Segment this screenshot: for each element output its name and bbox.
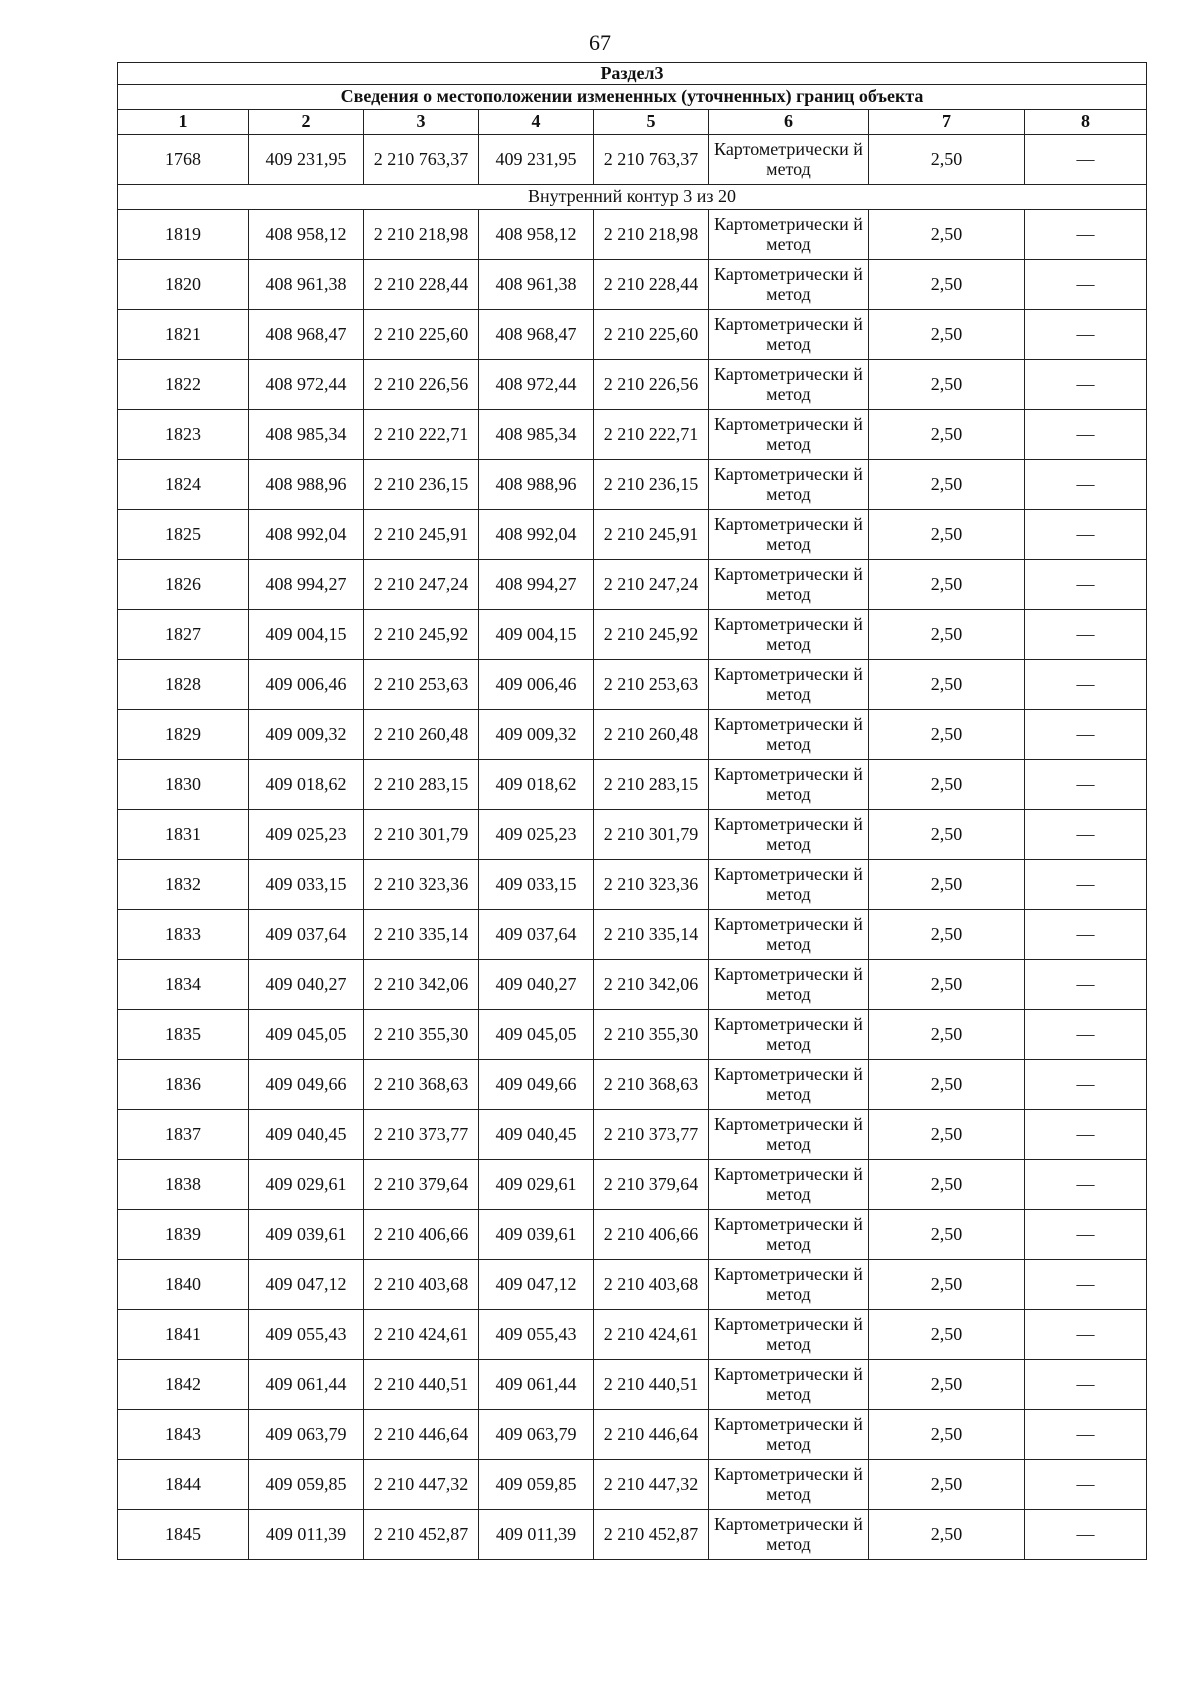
cell-description: — <box>1025 134 1147 184</box>
cell-accuracy: 2,50 <box>869 209 1025 259</box>
cell-accuracy: 2,50 <box>869 1059 1025 1109</box>
cell-accuracy: 2,50 <box>869 659 1025 709</box>
point-number: 1829 <box>118 709 249 759</box>
cell-y-refined: 2 210 446,64 <box>594 1409 709 1459</box>
cell-y-refined: 2 210 228,44 <box>594 259 709 309</box>
cell-y-existing: 2 210 222,71 <box>364 409 479 459</box>
cell-x-refined: 408 972,44 <box>479 359 594 409</box>
table-row <box>118 1009 1147 1059</box>
cell-x-existing: 409 055,43 <box>249 1309 364 1359</box>
point-number: 1833 <box>118 909 249 959</box>
cell-accuracy: 2,50 <box>869 134 1025 184</box>
cell-method: Картометрически й метод <box>709 134 869 184</box>
cell-y-existing: 2 210 452,87 <box>364 1509 479 1559</box>
table-row <box>118 859 1147 909</box>
point-number: 1834 <box>118 959 249 1009</box>
table-row <box>118 1359 1147 1409</box>
cell-x-existing: 409 059,85 <box>249 1459 364 1509</box>
cell-y-existing: 2 210 226,56 <box>364 359 479 409</box>
cell-x-existing: 409 011,39 <box>249 1509 364 1559</box>
point-number: 1843 <box>118 1409 249 1459</box>
cell-description: — <box>1025 559 1147 609</box>
cell-y-existing: 2 210 228,44 <box>364 259 479 309</box>
cell-y-existing: 2 210 447,32 <box>364 1459 479 1509</box>
point-number: 1839 <box>118 1209 249 1259</box>
table-row <box>118 1409 1147 1459</box>
point-number: 1837 <box>118 1109 249 1159</box>
cell-method: Картометрически й метод <box>709 609 869 659</box>
cell-description: — <box>1025 1359 1147 1409</box>
cell-description: — <box>1025 709 1147 759</box>
cell-x-refined: 409 063,79 <box>479 1409 594 1459</box>
cell-accuracy: 2,50 <box>869 1009 1025 1059</box>
cell-accuracy: 2,50 <box>869 1509 1025 1559</box>
table-title: Сведения о местоположении измененных (уточненных) границ объекта <box>118 84 1147 109</box>
cell-y-refined: 2 210 323,36 <box>594 859 709 909</box>
table-row <box>118 134 1147 184</box>
table-row <box>118 359 1147 409</box>
cell-method: Картометрически й метод <box>709 259 869 309</box>
cell-description: — <box>1025 1459 1147 1509</box>
table-row <box>118 1459 1147 1509</box>
cell-x-existing: 409 009,32 <box>249 709 364 759</box>
cell-description: — <box>1025 959 1147 1009</box>
cell-y-refined: 2 210 373,77 <box>594 1109 709 1159</box>
cell-description: — <box>1025 309 1147 359</box>
cell-y-existing: 2 210 373,77 <box>364 1109 479 1159</box>
table-row <box>118 1159 1147 1209</box>
cell-accuracy: 2,50 <box>869 709 1025 759</box>
cell-x-refined: 409 029,61 <box>479 1159 594 1209</box>
cell-y-existing: 2 210 440,51 <box>364 1359 479 1409</box>
cell-x-refined: 409 011,39 <box>479 1509 594 1559</box>
cell-y-refined: 2 210 447,32 <box>594 1459 709 1509</box>
cell-x-refined: 409 040,45 <box>479 1109 594 1159</box>
table-row <box>118 759 1147 809</box>
cell-description: — <box>1025 809 1147 859</box>
cell-x-existing: 408 958,12 <box>249 209 364 259</box>
cell-description: — <box>1025 1259 1147 1309</box>
cell-y-existing: 2 210 323,36 <box>364 859 479 909</box>
cell-x-existing: 409 029,61 <box>249 1159 364 1209</box>
cell-y-existing: 2 210 403,68 <box>364 1259 479 1309</box>
cell-accuracy: 2,50 <box>869 1409 1025 1459</box>
cell-description: — <box>1025 759 1147 809</box>
cell-y-refined: 2 210 247,24 <box>594 559 709 609</box>
cell-description: — <box>1025 909 1147 959</box>
cell-method: Картометрически й метод <box>709 859 869 909</box>
cell-y-refined: 2 210 283,15 <box>594 759 709 809</box>
cell-method: Картометрически й метод <box>709 559 869 609</box>
cell-x-refined: 408 994,27 <box>479 559 594 609</box>
cell-method: Картометрически й метод <box>709 1059 869 1109</box>
cell-y-existing: 2 210 763,37 <box>364 134 479 184</box>
column-header: 2 <box>249 109 364 134</box>
cell-x-refined: 409 059,85 <box>479 1459 594 1509</box>
point-number: 1835 <box>118 1009 249 1059</box>
cell-x-existing: 409 061,44 <box>249 1359 364 1409</box>
cell-accuracy: 2,50 <box>869 959 1025 1009</box>
table-row <box>118 1059 1147 1109</box>
table-row <box>118 909 1147 959</box>
cell-y-refined: 2 210 403,68 <box>594 1259 709 1309</box>
cell-x-refined: 409 009,32 <box>479 709 594 759</box>
table-row <box>118 259 1147 309</box>
table-row <box>118 709 1147 759</box>
cell-y-refined: 2 210 335,14 <box>594 909 709 959</box>
cell-y-existing: 2 210 446,64 <box>364 1409 479 1459</box>
cell-y-existing: 2 210 379,64 <box>364 1159 479 1209</box>
cell-y-existing: 2 210 335,14 <box>364 909 479 959</box>
cell-x-existing: 408 988,96 <box>249 459 364 509</box>
cell-description: — <box>1025 659 1147 709</box>
table-row <box>118 1309 1147 1359</box>
cell-method: Картометрически й метод <box>709 1259 869 1309</box>
cell-y-refined: 2 210 379,64 <box>594 1159 709 1209</box>
cell-x-existing: 408 985,34 <box>249 409 364 459</box>
cell-x-existing: 408 961,38 <box>249 259 364 309</box>
cell-method: Картометрически й метод <box>709 1159 869 1209</box>
cell-y-refined: 2 210 236,15 <box>594 459 709 509</box>
table-row <box>118 609 1147 659</box>
column-header-row <box>118 109 1147 134</box>
cell-accuracy: 2,50 <box>869 909 1025 959</box>
cell-y-refined: 2 210 225,60 <box>594 309 709 359</box>
cell-description: — <box>1025 459 1147 509</box>
point-number: 1845 <box>118 1509 249 1559</box>
cell-y-existing: 2 210 342,06 <box>364 959 479 1009</box>
cell-x-refined: 409 040,27 <box>479 959 594 1009</box>
cell-x-refined: 408 985,34 <box>479 409 594 459</box>
cell-description: — <box>1025 609 1147 659</box>
point-number: 1768 <box>118 134 249 184</box>
point-number: 1830 <box>118 759 249 809</box>
cell-method: Картометрически й метод <box>709 209 869 259</box>
cell-y-existing: 2 210 236,15 <box>364 459 479 509</box>
cell-accuracy: 2,50 <box>869 1359 1025 1409</box>
cell-accuracy: 2,50 <box>869 1309 1025 1359</box>
table-row <box>118 959 1147 1009</box>
cell-x-existing: 408 968,47 <box>249 309 364 359</box>
cell-y-existing: 2 210 355,30 <box>364 1009 479 1059</box>
contour-label: Внутренний контур 3 из 20 <box>118 184 1147 209</box>
cell-x-refined: 409 055,43 <box>479 1309 594 1359</box>
cell-x-refined: 408 961,38 <box>479 259 594 309</box>
cell-x-refined: 408 988,96 <box>479 459 594 509</box>
cell-x-existing: 409 049,66 <box>249 1059 364 1109</box>
cell-method: Картометрически й метод <box>709 409 869 459</box>
column-header: 3 <box>364 109 479 134</box>
cell-accuracy: 2,50 <box>869 409 1025 459</box>
cell-x-existing: 409 025,23 <box>249 809 364 859</box>
cell-x-refined: 409 045,05 <box>479 1009 594 1059</box>
cell-x-existing: 409 004,15 <box>249 609 364 659</box>
table-row <box>118 459 1147 509</box>
cell-method: Картометрически й метод <box>709 1459 869 1509</box>
cell-x-refined: 409 061,44 <box>479 1359 594 1409</box>
cell-description: — <box>1025 1509 1147 1559</box>
table-row <box>118 1109 1147 1159</box>
point-number: 1819 <box>118 209 249 259</box>
cell-y-existing: 2 210 424,61 <box>364 1309 479 1359</box>
point-number: 1831 <box>118 809 249 859</box>
point-number: 1820 <box>118 259 249 309</box>
cell-x-existing: 409 039,61 <box>249 1209 364 1259</box>
cell-y-refined: 2 210 440,51 <box>594 1359 709 1409</box>
cell-y-refined: 2 210 245,92 <box>594 609 709 659</box>
point-number: 1826 <box>118 559 249 609</box>
cell-description: — <box>1025 1409 1147 1459</box>
table-row <box>118 509 1147 559</box>
cell-x-refined: 409 025,23 <box>479 809 594 859</box>
cell-accuracy: 2,50 <box>869 1109 1025 1159</box>
table-row <box>118 809 1147 859</box>
cell-y-refined: 2 210 342,06 <box>594 959 709 1009</box>
cell-method: Картометрически й метод <box>709 659 869 709</box>
table-row <box>118 659 1147 709</box>
cell-x-existing: 409 006,46 <box>249 659 364 709</box>
page-number: 67 <box>589 30 611 55</box>
cell-description: — <box>1025 509 1147 559</box>
point-number: 1823 <box>118 409 249 459</box>
cell-x-refined: 409 006,46 <box>479 659 594 709</box>
cell-method: Картометрически й метод <box>709 359 869 409</box>
cell-accuracy: 2,50 <box>869 759 1025 809</box>
column-header: 4 <box>479 109 594 134</box>
cell-description: — <box>1025 1159 1147 1209</box>
cell-accuracy: 2,50 <box>869 309 1025 359</box>
point-number: 1838 <box>118 1159 249 1209</box>
cell-y-existing: 2 210 260,48 <box>364 709 479 759</box>
point-number: 1840 <box>118 1259 249 1309</box>
cell-y-existing: 2 210 253,63 <box>364 659 479 709</box>
cell-accuracy: 2,50 <box>869 509 1025 559</box>
cell-x-existing: 409 040,27 <box>249 959 364 1009</box>
table-row <box>118 209 1147 259</box>
cell-x-refined: 409 018,62 <box>479 759 594 809</box>
cell-method: Картометрически й метод <box>709 959 869 1009</box>
cell-method: Картометрически й метод <box>709 909 869 959</box>
column-header: 1 <box>118 109 249 134</box>
cell-y-existing: 2 210 225,60 <box>364 309 479 359</box>
contour-row <box>118 184 1147 209</box>
cell-accuracy: 2,50 <box>869 859 1025 909</box>
cell-y-refined: 2 210 301,79 <box>594 809 709 859</box>
cell-x-refined: 408 958,12 <box>479 209 594 259</box>
cell-y-existing: 2 210 301,79 <box>364 809 479 859</box>
cell-x-existing: 409 047,12 <box>249 1259 364 1309</box>
cell-x-refined: 409 231,95 <box>479 134 594 184</box>
cell-y-refined: 2 210 260,48 <box>594 709 709 759</box>
boundary-coordinates-table <box>117 62 1147 1560</box>
table-row <box>118 559 1147 609</box>
cell-y-refined: 2 210 368,63 <box>594 1059 709 1109</box>
cell-y-refined: 2 210 406,66 <box>594 1209 709 1259</box>
cell-description: — <box>1025 1309 1147 1359</box>
cell-description: — <box>1025 1109 1147 1159</box>
cell-x-existing: 409 033,15 <box>249 859 364 909</box>
cell-x-existing: 409 018,62 <box>249 759 364 809</box>
cell-y-refined: 2 210 222,71 <box>594 409 709 459</box>
cell-accuracy: 2,50 <box>869 609 1025 659</box>
cell-accuracy: 2,50 <box>869 1159 1025 1209</box>
cell-method: Картометрически й метод <box>709 1359 869 1409</box>
cell-y-existing: 2 210 245,92 <box>364 609 479 659</box>
cell-x-existing: 409 045,05 <box>249 1009 364 1059</box>
cell-x-refined: 409 033,15 <box>479 859 594 909</box>
cell-x-refined: 408 968,47 <box>479 309 594 359</box>
cell-x-existing: 408 994,27 <box>249 559 364 609</box>
cell-x-existing: 409 063,79 <box>249 1409 364 1459</box>
cell-method: Картометрически й метод <box>709 1009 869 1059</box>
cell-x-existing: 409 037,64 <box>249 909 364 959</box>
cell-description: — <box>1025 1059 1147 1109</box>
cell-method: Картометрически й метод <box>709 309 869 359</box>
cell-x-refined: 409 037,64 <box>479 909 594 959</box>
point-number: 1841 <box>118 1309 249 1359</box>
cell-description: — <box>1025 859 1147 909</box>
cell-description: — <box>1025 409 1147 459</box>
cell-accuracy: 2,50 <box>869 259 1025 309</box>
cell-x-refined: 409 039,61 <box>479 1209 594 1259</box>
point-number: 1832 <box>118 859 249 909</box>
cell-method: Картометрически й метод <box>709 1209 869 1259</box>
cell-x-existing: 409 231,95 <box>249 134 364 184</box>
cell-method: Картометрически й метод <box>709 1409 869 1459</box>
column-header: 6 <box>709 109 869 134</box>
table-row <box>118 1209 1147 1259</box>
cell-method: Картометрически й метод <box>709 759 869 809</box>
point-number: 1844 <box>118 1459 249 1509</box>
point-number: 1828 <box>118 659 249 709</box>
cell-description: — <box>1025 1009 1147 1059</box>
column-header: 7 <box>869 109 1025 134</box>
cell-y-existing: 2 210 245,91 <box>364 509 479 559</box>
cell-y-refined: 2 210 253,63 <box>594 659 709 709</box>
table-row <box>118 409 1147 459</box>
cell-x-existing: 409 040,45 <box>249 1109 364 1159</box>
cell-y-existing: 2 210 406,66 <box>364 1209 479 1259</box>
table-row <box>118 309 1147 359</box>
cell-y-existing: 2 210 283,15 <box>364 759 479 809</box>
cell-accuracy: 2,50 <box>869 359 1025 409</box>
cell-method: Картометрически й метод <box>709 809 869 859</box>
cell-x-refined: 409 049,66 <box>479 1059 594 1109</box>
cell-description: — <box>1025 359 1147 409</box>
point-number: 1827 <box>118 609 249 659</box>
section-title: Раздел3 <box>118 63 1147 85</box>
cell-y-refined: 2 210 226,56 <box>594 359 709 409</box>
cell-y-refined: 2 210 763,37 <box>594 134 709 184</box>
point-number: 1821 <box>118 309 249 359</box>
cell-method: Картометрически й метод <box>709 459 869 509</box>
table-row <box>118 1259 1147 1309</box>
cell-x-existing: 408 992,04 <box>249 509 364 559</box>
cell-accuracy: 2,50 <box>869 809 1025 859</box>
cell-x-refined: 409 047,12 <box>479 1259 594 1309</box>
column-header: 5 <box>594 109 709 134</box>
cell-method: Картометрически й метод <box>709 1309 869 1359</box>
cell-method: Картометрически й метод <box>709 1509 869 1559</box>
cell-y-existing: 2 210 247,24 <box>364 559 479 609</box>
cell-y-refined: 2 210 245,91 <box>594 509 709 559</box>
cell-x-existing: 408 972,44 <box>249 359 364 409</box>
table-row <box>118 1509 1147 1559</box>
cell-y-existing: 2 210 218,98 <box>364 209 479 259</box>
cell-y-refined: 2 210 452,87 <box>594 1509 709 1559</box>
cell-y-existing: 2 210 368,63 <box>364 1059 479 1109</box>
cell-x-refined: 408 992,04 <box>479 509 594 559</box>
cell-method: Картометрически й метод <box>709 509 869 559</box>
point-number: 1825 <box>118 509 249 559</box>
point-number: 1824 <box>118 459 249 509</box>
cell-accuracy: 2,50 <box>869 459 1025 509</box>
cell-y-refined: 2 210 218,98 <box>594 209 709 259</box>
column-header: 8 <box>1025 109 1147 134</box>
cell-description: — <box>1025 259 1147 309</box>
point-number: 1836 <box>118 1059 249 1109</box>
cell-accuracy: 2,50 <box>869 559 1025 609</box>
cell-accuracy: 2,50 <box>869 1209 1025 1259</box>
cell-description: — <box>1025 1209 1147 1259</box>
cell-method: Картометрически й метод <box>709 1109 869 1159</box>
cell-y-refined: 2 210 355,30 <box>594 1009 709 1059</box>
point-number: 1842 <box>118 1359 249 1409</box>
cell-method: Картометрически й метод <box>709 709 869 759</box>
cell-x-refined: 409 004,15 <box>479 609 594 659</box>
cell-description: — <box>1025 209 1147 259</box>
cell-y-refined: 2 210 424,61 <box>594 1309 709 1359</box>
cell-accuracy: 2,50 <box>869 1459 1025 1509</box>
point-number: 1822 <box>118 359 249 409</box>
cell-accuracy: 2,50 <box>869 1259 1025 1309</box>
